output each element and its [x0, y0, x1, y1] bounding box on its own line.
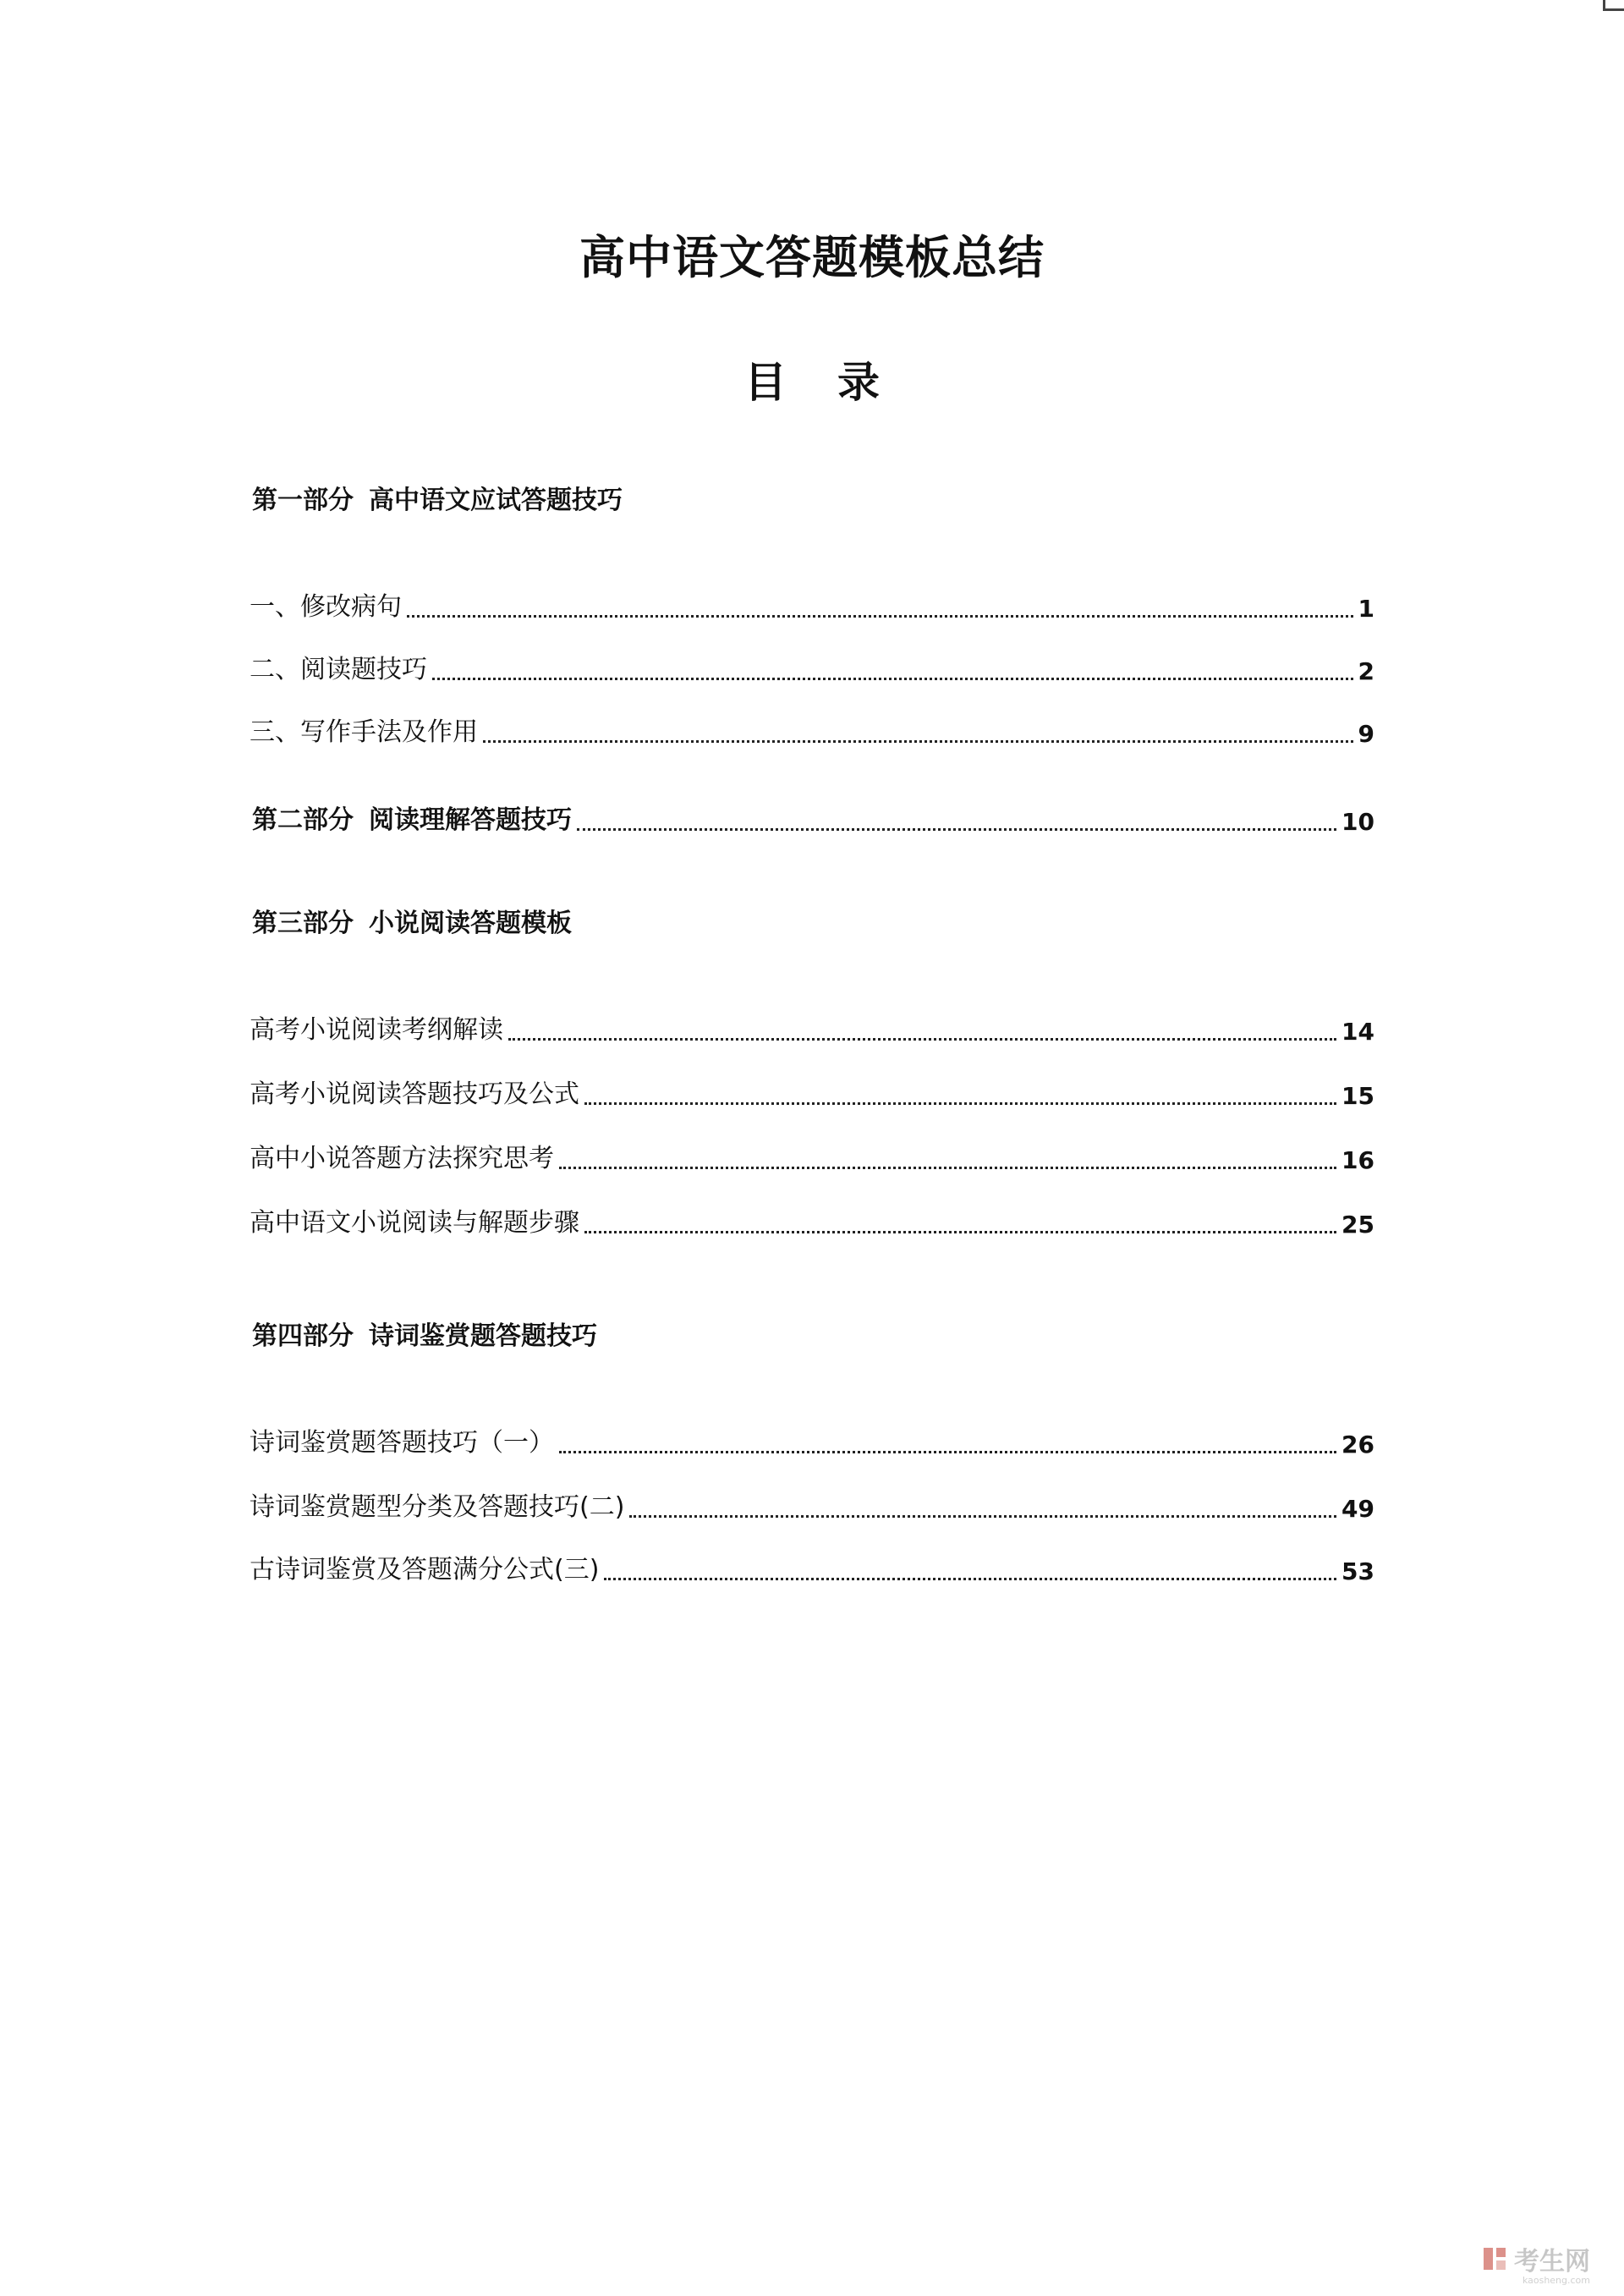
- toc-entry[interactable]: [250, 648, 1374, 685]
- toc-entry[interactable]: [250, 1486, 1374, 1523]
- toc-entry[interactable]: [250, 585, 1374, 623]
- toc-entry-page: 10: [1341, 808, 1374, 836]
- leader-dots: [407, 615, 1353, 618]
- toc-heading: [0, 349, 1624, 409]
- leader-dots: [604, 1578, 1336, 1580]
- part4-title: 诗词鉴赏题答题技巧: [369, 1321, 597, 1351]
- leader-dots: [559, 1167, 1336, 1169]
- leader-dots: [559, 1451, 1336, 1453]
- toc-entry-label: 高中语文小说阅读与解题步骤: [250, 1208, 579, 1238]
- part4-number: 第四部分: [252, 1321, 354, 1351]
- site-watermark: [1482, 2240, 1590, 2286]
- scan-corner-mark: [1603, 0, 1624, 11]
- toc-heading-char-2: 录: [837, 358, 880, 407]
- toc-entry-label: 一、修改病句: [250, 592, 402, 622]
- watermark-text: 考生网: [1514, 2247, 1590, 2277]
- part3-title: 小说阅读答题模板: [369, 909, 572, 938]
- toc-entry-label: 三、写作手法及作用: [250, 717, 478, 747]
- toc-entry-label: 诗词鉴赏题型分类及答题技巧(二): [250, 1492, 625, 1522]
- toc-entry[interactable]: [250, 1548, 1374, 1585]
- leader-dots: [508, 1038, 1336, 1041]
- toc-entry-page: 9: [1358, 720, 1374, 748]
- toc-entry-page: 53: [1341, 1557, 1374, 1585]
- toc-entry-label: 诗词鉴赏题答题技巧（一）: [250, 1428, 554, 1458]
- toc-entry-page: 49: [1341, 1495, 1374, 1523]
- part2-title: 阅读理解答题技巧: [369, 805, 572, 835]
- toc-entry-page: 25: [1341, 1211, 1374, 1239]
- toc-entry[interactable]: [250, 1137, 1374, 1174]
- toc-entry-label: 高考小说阅读考纲解读: [250, 1015, 503, 1045]
- part1-heading: [252, 479, 623, 516]
- toc-entry-label: 古诗词鉴赏及答题满分公式(三): [250, 1555, 600, 1585]
- watermark-subtext: kaosheng.com: [1522, 2275, 1590, 2286]
- toc-entry[interactable]: [250, 1421, 1374, 1458]
- part3-heading: [252, 902, 572, 939]
- part3-number: 第三部分: [252, 909, 354, 938]
- part1-title: 高中语文应试答题技巧: [369, 486, 623, 515]
- leader-dots: [584, 1231, 1336, 1233]
- toc-entry-page: 15: [1341, 1082, 1374, 1110]
- leader-dots: [577, 828, 1336, 831]
- toc-entry-page: 2: [1358, 657, 1374, 685]
- leader-dots: [584, 1102, 1336, 1105]
- toc-heading-char-1: 目: [744, 358, 787, 407]
- toc-entry-page: 14: [1341, 1018, 1374, 1046]
- part2-entry[interactable]: [252, 799, 1374, 836]
- toc-entry-page: 1: [1358, 595, 1374, 623]
- toc-entry[interactable]: [250, 1201, 1374, 1239]
- toc-entry-label: 高中小说答题方法探究思考: [250, 1144, 554, 1173]
- kaosheng-logo-icon: [1482, 2246, 1507, 2271]
- part1-number: 第一部分: [252, 486, 354, 515]
- toc-entry[interactable]: [250, 711, 1374, 748]
- part2-number: 第二部分: [252, 805, 354, 835]
- leader-dots: [432, 678, 1353, 680]
- toc-entry[interactable]: [250, 1008, 1374, 1046]
- toc-entry-page: 26: [1341, 1431, 1374, 1458]
- leader-dots: [629, 1515, 1336, 1518]
- toc-entry[interactable]: [250, 1073, 1374, 1110]
- part4-heading: [252, 1315, 597, 1352]
- leader-dots: [483, 740, 1353, 743]
- document-title: 高中语文答题模板总结: [579, 231, 1045, 284]
- toc-entry-page: 16: [1341, 1146, 1374, 1174]
- toc-entry-label: 二、阅读题技巧: [250, 655, 427, 684]
- toc-entry-label: 高考小说阅读答题技巧及公式: [250, 1079, 579, 1109]
